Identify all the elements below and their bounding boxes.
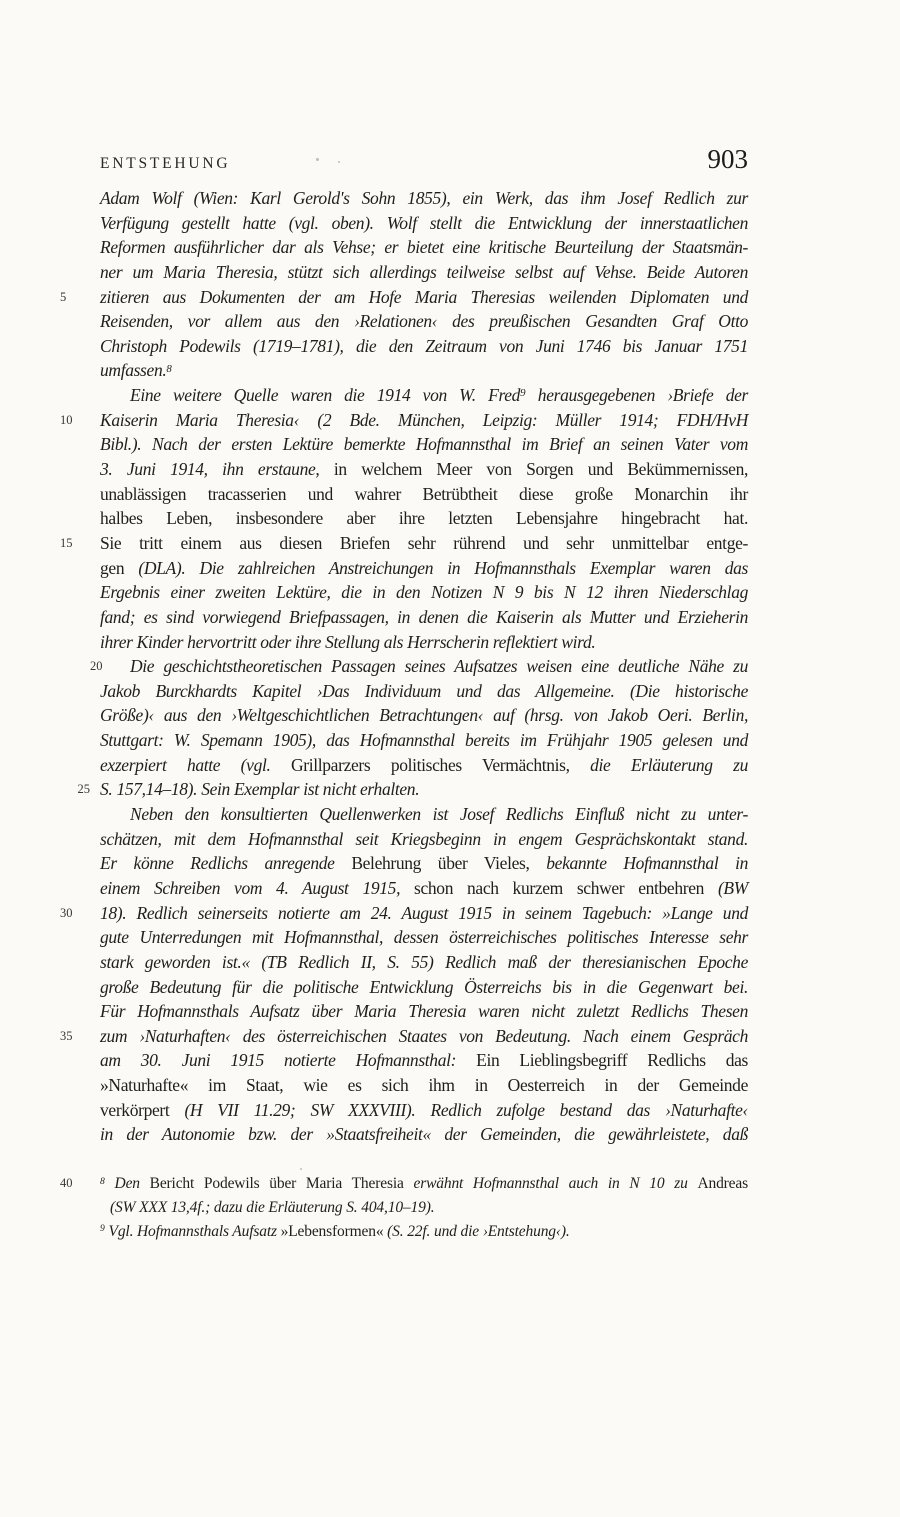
- text-line: [100, 1073, 748, 1098]
- line-number: 25: [77, 782, 90, 797]
- text-segment: zum ›Naturhaften‹ des österreichischen Staates von Bedeutung. Nach einem Gespräch: [100, 1025, 748, 1046]
- text-line: [60, 531, 748, 556]
- text-segment: Grillparzers politisches Vermächtnis,: [290, 754, 591, 775]
- text-segment: exzerpiert hatte (vgl.: [100, 754, 291, 775]
- line-number: 35: [60, 1028, 73, 1043]
- text-line: [100, 556, 748, 581]
- text-line: [77, 777, 748, 802]
- text-segment: Reformen ausführlicher dar als Vehse; er bietet eine kritische Beurteilung der Staatsmän-: [100, 237, 748, 258]
- line-number: 10: [60, 412, 73, 427]
- text-segment: (BW: [717, 877, 748, 898]
- text-segment: Er könne Redlichs anregende: [100, 853, 352, 874]
- text-line: [90, 654, 748, 679]
- text-line: [100, 358, 748, 383]
- text-line: [100, 580, 748, 605]
- text-segment: Reisenden, vor allem aus den ›Relationen‹ des preußischen Gesandten Graf Otto: [100, 311, 748, 332]
- text-segment: »Naturhafte« im Staat, wie es sich ihm in Oesterreich in der Gemeinde: [100, 1075, 748, 1096]
- text-segment: umfassen.: [100, 360, 167, 381]
- text-line: [100, 679, 748, 704]
- text-segment: S. 157,14–18). Sein Exemplar ist nicht erhalten.: [100, 779, 420, 800]
- text-segment: (S. 22f. und die ›Entstehung‹).: [387, 1222, 570, 1240]
- text-segment: (H VII 11.29; SW XXXVIII). Redlich zufolge bestand das ›Naturhafte‹: [184, 1099, 748, 1120]
- text-segment: verkörpert: [100, 1099, 185, 1120]
- text-line: [100, 211, 748, 236]
- text-segment: Belehrung über Vieles,: [351, 853, 547, 874]
- text-segment: ihrer Kinder hervortritt oder ihre Stellung als Herrscherin reflektiert wird.: [100, 631, 596, 652]
- text-line: [100, 630, 748, 655]
- text-line: [100, 728, 748, 753]
- text-segment: 9: [520, 387, 526, 400]
- text-line: [60, 901, 748, 926]
- text-segment: Ein Lieblingsbegriff Redlichs das: [476, 1050, 748, 1071]
- line-number: 30: [60, 905, 73, 920]
- text-line: [100, 235, 748, 260]
- text-line: [100, 605, 748, 630]
- footnotes: [60, 1172, 748, 1243]
- text-line: [100, 186, 748, 211]
- text-line: [100, 975, 748, 1000]
- text-segment: Andreas: [697, 1175, 748, 1192]
- text-segment: herausgegebenen ›Briefe der: [525, 385, 748, 406]
- text-segment: am 30. Juni 1915 notierte Hofmannsthal:: [100, 1050, 477, 1071]
- text-segment: Ergebnis einer zweiten Lektüre, die in den Notizen N 9 bis N 12 ihren Niederschlag: [100, 582, 748, 603]
- text-segment: halbes Leben, insbesondere aber ihre letzten Lebensjahre hingebracht hat.: [100, 508, 748, 529]
- text-line: [100, 753, 748, 778]
- text-line: [100, 506, 748, 531]
- text-segment: erwähnt Hofmannsthal auch in N 10 zu: [413, 1175, 698, 1192]
- text-segment: schätzen, mit dem Hofmannsthal seit Kriegsbeginn in engem Gesprächskontakt stand.: [100, 828, 748, 849]
- text-segment: zitieren aus Dokumenten der am Hofe Maria Theresias weilenden Diplomaten und: [100, 286, 748, 307]
- text-line: [100, 432, 748, 457]
- text-line: [100, 260, 748, 285]
- text-segment: in der Autonomie bzw. der »Staatsfreiheit« der Gemeinden, die gewährleistete, daß: [100, 1124, 748, 1145]
- page-header: [100, 144, 748, 175]
- footnote-line: [60, 1172, 748, 1196]
- text-line: [60, 408, 748, 433]
- text-segment: Vgl. Hofmannsthals Aufsatz: [104, 1222, 281, 1240]
- text-segment: ner um Maria Theresia, stützt sich allerdings teilweise selbst auf Vehse. Beide Autoren: [100, 261, 748, 282]
- text-line: [100, 999, 748, 1024]
- text-line: [100, 1122, 748, 1147]
- text-segment: 3. Juni 1914, ihn erstaune,: [100, 459, 334, 480]
- scan-speck: [338, 161, 340, 163]
- text-segment: unablässigen tracasserien und wahrer Betrübtheit diese große Monarchin ihr: [100, 483, 748, 504]
- text-line: [100, 482, 748, 507]
- text-segment: Größe)‹ aus den ›Weltgeschichtlichen Betrachtungen‹ auf (hrsg. von Jakob Oeri. Berlin,: [100, 705, 748, 726]
- footnote-line: [100, 1220, 748, 1244]
- text-segment: große Bedeutung für die politische Entwicklung Österreichs bis in die Gegenwart bei.: [100, 976, 748, 997]
- text-segment: Bericht Podewils über Maria Theresia: [149, 1175, 414, 1192]
- line-number: 20: [90, 659, 103, 674]
- text-segment: Die geschichtstheoretischen Passagen seines Aufsatzes weisen eine deutliche Nähe zu: [130, 656, 748, 677]
- text-line: [100, 1048, 748, 1073]
- text-line: [60, 285, 748, 310]
- text-line: [100, 703, 748, 728]
- text-segment: Eine weitere Quelle waren die 1914 von W. Fred: [130, 385, 521, 406]
- text-segment: Den: [104, 1175, 150, 1192]
- scan-speck: [300, 1168, 302, 1170]
- text-line: [100, 876, 748, 901]
- text-segment: bekannte Hofmannsthal in: [546, 853, 748, 874]
- text-segment: 8: [100, 1175, 105, 1187]
- text-segment: gen: [100, 557, 139, 578]
- text-segment: Verfügung gestellt hatte (vgl. oben). Wolf stellt die Entwicklung der innerstaatlichen: [100, 212, 748, 233]
- text-segment: Christoph Podewils (1719–1781), die den Zeitraum von Juni 1746 bis Januar 1751: [100, 335, 748, 356]
- text-segment: »Lebensformen«: [280, 1222, 388, 1240]
- text-line: [60, 1024, 748, 1049]
- text-line: [100, 827, 748, 852]
- text-segment: Bibl.). Nach der ersten Lektüre bemerkte Hofmannsthal im Brief an seinen Vater vom: [100, 434, 748, 455]
- text-segment: Jakob Burckhardts Kapitel ›Das Individuum und das Allgemeine. (Die historische: [100, 680, 748, 701]
- text-segment: in welchem Meer von Sorgen und Bekümmernissen,: [333, 459, 748, 480]
- text-segment: gute Unterredungen mit Hofmannsthal, dessen österreichisches politisches Interesse sehr: [100, 927, 748, 948]
- text-segment: Neben den konsultierten Quellenwerken ist Josef Redlichs Einfluß nicht zu unter-: [130, 804, 748, 825]
- text-segment: Stuttgart: W. Spemann 1905), das Hofmannsthal bereits im Frühjahr 1905 gelesen und: [100, 730, 748, 751]
- page-number: 903: [707, 144, 748, 174]
- line-number: 5: [60, 289, 67, 304]
- text-line: [100, 802, 748, 827]
- text-segment: 9: [100, 1223, 105, 1235]
- text-segment: stark geworden ist.« (TB Redlich II, S. 55) Redlich maß der theresianischen Epoche: [100, 951, 748, 972]
- text-line: [100, 950, 748, 975]
- text-line: [100, 383, 748, 408]
- text-line: [100, 925, 748, 950]
- text-line: [100, 457, 748, 482]
- scan-speck: [316, 158, 319, 161]
- line-number: 40: [60, 1176, 73, 1190]
- text-segment: einem Schreiben vom 4. August 1915,: [100, 877, 415, 898]
- text-segment: Für Hofmannsthals Aufsatz über Maria Theresia waren nicht zuletzt Redlichs Thesen: [100, 1001, 748, 1022]
- footnote-line: [100, 1196, 748, 1220]
- text-line: [100, 1098, 748, 1123]
- text-segment: (SW XXX 13,4f.; dazu die Erläuterung S. 404,10–19).: [110, 1198, 435, 1216]
- text-segment: Sie tritt einem aus diesen Briefen sehr rührend und sehr unmittelbar entge-: [100, 532, 748, 553]
- text-segment: schon nach kurzem schwer entbehren: [414, 877, 718, 898]
- text-line: [100, 334, 748, 359]
- text-segment: fand; es sind vorwiegend Briefpassagen, in denen die Kaiserin als Mutter und Erzieherin: [100, 606, 748, 627]
- text-line: [100, 851, 748, 876]
- text-segment: Adam Wolf (Wien: Karl Gerold's Sohn 1855), ein Werk, das ihm Josef Redlich zur: [100, 188, 748, 208]
- line-number: 15: [60, 535, 73, 550]
- running-title: ENTSTEHUNG: [100, 155, 231, 172]
- text-segment: Kaiserin Maria Theresia‹ (2 Bde. München, Leipzig: Müller 1914; FDH/HvH: [100, 409, 748, 430]
- text-segment: die Erläuterung zu: [590, 754, 748, 775]
- body-text: [60, 186, 748, 1147]
- text-line: [100, 309, 748, 334]
- text-segment: 8: [166, 362, 172, 375]
- text-segment: 18). Redlich seinerseits notierte am 24. August 1915 in seinem Tagebuch: »Lange und: [100, 902, 748, 923]
- text-segment: (DLA). Die zahlreichen Anstreichungen in Hofmannsthals Exemplar waren das: [138, 557, 748, 578]
